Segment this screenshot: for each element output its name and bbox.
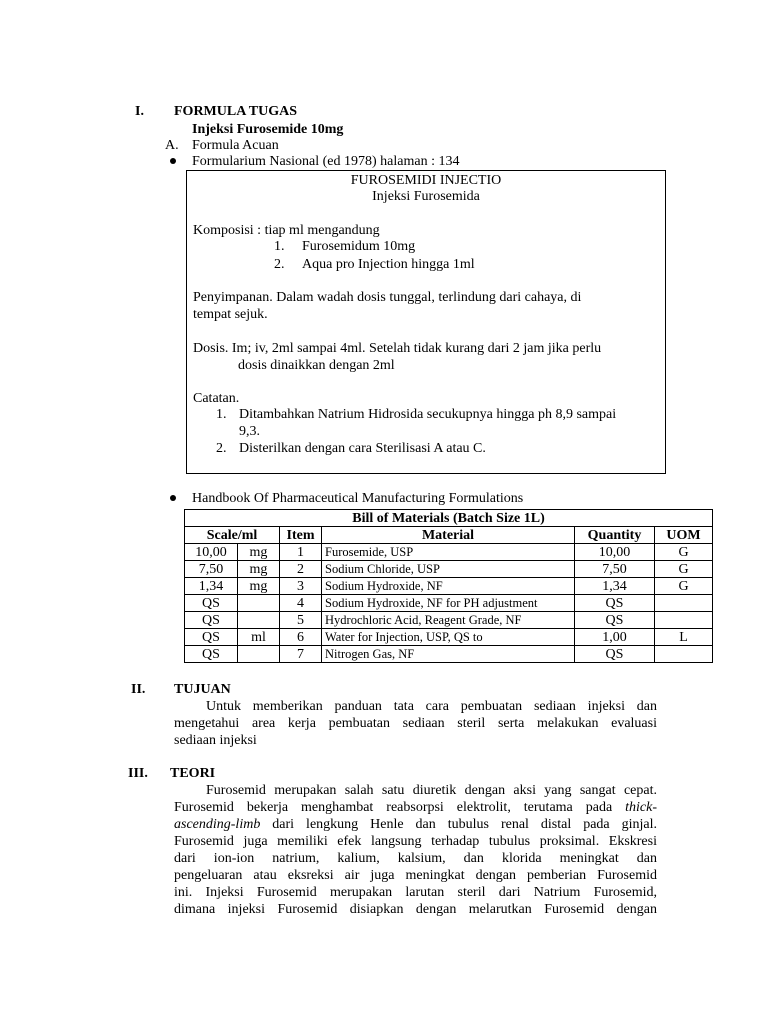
cell-scale: 10,00 — [185, 544, 238, 561]
table-header-row — [185, 527, 713, 544]
catatan-item-2-number: 2. — [216, 441, 227, 456]
cell-unit — [238, 646, 280, 663]
bullet-icon — [170, 495, 176, 501]
cell-scale: QS — [185, 612, 238, 629]
header-scale: Scale/ml — [185, 527, 280, 544]
cell-material: Sodium Hydroxide, NF — [322, 578, 575, 595]
teori-line-3 — [174, 816, 657, 833]
table-row — [185, 578, 713, 595]
penyimpanan-line-1: Penyimpanan. Dalam wadah dosis tunggal, terlindung dari cahaya, di — [193, 290, 582, 305]
teori-line-3-italic: ascending-limb — [174, 817, 261, 832]
cell-scale: QS — [185, 629, 238, 646]
cell-uom: G — [655, 578, 713, 595]
cell-item: 6 — [280, 629, 322, 646]
cell-item: 4 — [280, 595, 322, 612]
section-3-title: TEORI — [170, 766, 216, 781]
cell-item: 3 — [280, 578, 322, 595]
komposisi-item-2-text: Aqua pro Injection hingga 1ml — [302, 257, 475, 272]
section-1-subtitle: Injeksi Furosemide 10mg — [192, 122, 344, 137]
catatan-label: Catatan. — [193, 391, 240, 406]
tujuan-paragraph — [174, 698, 657, 749]
penyimpanan-line-2: tempat sejuk. — [193, 307, 268, 322]
list-a-label: A. — [165, 138, 179, 153]
cell-quantity: 7,50 — [575, 561, 655, 578]
cell-quantity: 10,00 — [575, 544, 655, 561]
cell-scale: QS — [185, 595, 238, 612]
section-1-number: I. — [135, 104, 144, 119]
komposisi-item-2-number: 2. — [274, 257, 285, 272]
cell-uom — [655, 612, 713, 629]
bullet-1-text: Formularium Nasional (ed 1978) halaman : 134 — [192, 154, 460, 169]
catatan-item-2-line-1: Disterilkan dengan cara Sterilisasi A atau C. — [239, 441, 486, 456]
catatan-item-1-line-2: 9,3. — [239, 424, 260, 439]
cell-material: Hydrochloric Acid, Reagent Grade, NF — [322, 612, 575, 629]
cell-item: 7 — [280, 646, 322, 663]
teori-line-2 — [174, 799, 657, 816]
cell-quantity: 1,00 — [575, 629, 655, 646]
section-2-number: II. — [131, 682, 146, 697]
cell-quantity: 1,34 — [575, 578, 655, 595]
table-row — [185, 561, 713, 578]
tujuan-line-3: sediaan injeksi — [174, 733, 257, 748]
cell-unit: mg — [238, 544, 280, 561]
cell-uom: L — [655, 629, 713, 646]
cell-item: 2 — [280, 561, 322, 578]
cell-material: Sodium Chloride, USP — [322, 561, 575, 578]
catatan-item-1-number: 1. — [216, 407, 227, 422]
cell-material: Furosemide, USP — [322, 544, 575, 561]
cell-scale: 7,50 — [185, 561, 238, 578]
teori-line-4: Furosemid juga memiliki efek langsung terhadap tubulus proksimal. Ekskresi — [174, 834, 657, 849]
cell-item: 1 — [280, 544, 322, 561]
teori-line-2-italic: thick- — [625, 800, 657, 815]
komposisi-text: Komposisi : tiap ml mengandung — [193, 223, 380, 238]
cell-material: Water for Injection, USP, QS to — [322, 629, 575, 646]
header-item: Item — [280, 527, 322, 544]
cell-item: 5 — [280, 612, 322, 629]
cell-unit — [238, 595, 280, 612]
cell-unit: mg — [238, 561, 280, 578]
table-row — [185, 646, 713, 663]
dosis-line-2: dosis dinaikkan dengan 2ml — [238, 358, 395, 373]
bullet-icon — [170, 158, 176, 164]
list-a-text: Formula Acuan — [192, 138, 279, 153]
teori-line-7: ini. Injeksi Furosemid merupakan larutan steril dari Natrium Furosemid, — [174, 885, 657, 900]
table-caption: Bill of Materials (Batch Size 1L) — [185, 510, 713, 527]
box-title: FUROSEMIDI INJECTIO — [350, 173, 502, 188]
header-material: Material — [322, 527, 575, 544]
table-row — [185, 629, 713, 646]
cell-scale: 1,34 — [185, 578, 238, 595]
cell-uom: G — [655, 544, 713, 561]
bill-of-materials-table — [184, 509, 713, 663]
table-caption-row — [185, 510, 713, 527]
dosis-line-1: Dosis. Im; iv, 2ml sampai 4ml. Setelah tidak kurang dari 2 jam jika perlu — [193, 341, 602, 356]
table-row — [185, 544, 713, 561]
teori-line-2-text: Furosemid bekerja menghambat reabsorpsi elektrolit, terutama pada — [174, 800, 626, 815]
cell-material: Sodium Hydroxide, NF for PH adjustment — [322, 595, 575, 612]
header-uom: UOM — [655, 527, 713, 544]
table-row — [185, 595, 713, 612]
section-3-number: III. — [128, 766, 148, 781]
cell-unit: mg — [238, 578, 280, 595]
teori-line-5: dari ion-ion natrium, kalium, kalsium, dan klorida meningkat dan — [174, 851, 657, 866]
cell-uom — [655, 646, 713, 663]
section-1-title: FORMULA TUGAS — [174, 104, 298, 119]
teori-line-3-text: dari lengkung Henle dan tubulus renal distal pada ginjal. — [260, 817, 657, 832]
cell-uom: G — [655, 561, 713, 578]
komposisi-item-1-number: 1. — [274, 239, 285, 254]
box-subtitle: Injeksi Furosemida — [372, 189, 480, 204]
bullet-2-text: Handbook Of Pharmaceutical Manufacturing Formulations — [192, 491, 524, 506]
section-2-title: TUJUAN — [174, 682, 231, 697]
tujuan-line-1: Untuk memberikan panduan tata cara pembuatan sediaan injeksi dan — [206, 699, 657, 714]
cell-quantity: QS — [575, 646, 655, 663]
cell-unit: ml — [238, 629, 280, 646]
tujuan-line-2: mengetahui area kerja pembuatan sediaan steril serta melakukan evaluasi — [174, 716, 657, 731]
komposisi-item-1-text: Furosemidum 10mg — [302, 239, 416, 254]
teori-line-1: Furosemid merupakan salah satu diuretik dengan aksi yang sangat cepat. — [206, 783, 657, 798]
header-quantity: Quantity — [575, 527, 655, 544]
catatan-item-1-line-1: Ditambahkan Natrium Hidrosida secukupnya hingga ph 8,9 sampai — [239, 407, 617, 422]
teori-line-6: pengeluaran atau eksreksi air juga meningkat dengan pemberian Furosemid — [174, 868, 657, 883]
teori-line-8: dimana injeksi Furosemid disiapkan dengan melarutkan Furosemid dengan — [174, 902, 657, 917]
teori-paragraph — [174, 782, 657, 918]
cell-quantity: QS — [575, 595, 655, 612]
table-row — [185, 612, 713, 629]
cell-material: Nitrogen Gas, NF — [322, 646, 575, 663]
cell-unit — [238, 612, 280, 629]
cell-quantity: QS — [575, 612, 655, 629]
cell-uom — [655, 595, 713, 612]
cell-scale: QS — [185, 646, 238, 663]
